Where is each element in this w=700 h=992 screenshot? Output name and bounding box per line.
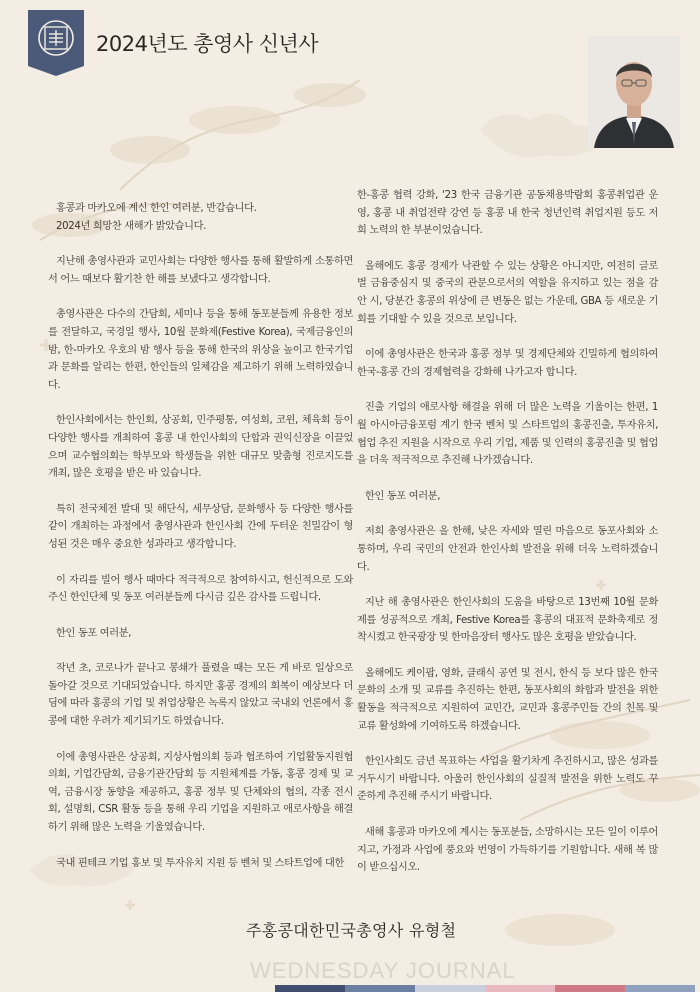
- body-paragraph: 국내 핀테크 기업 홍보 및 투자유치 지원 등 벤처 및 스타트업에 대한: [56, 857, 345, 869]
- color-swatch: [625, 985, 695, 992]
- color-swatch: [415, 985, 485, 992]
- body-paragraph: 특히 전국체전 발대 및 해단식, 세무상담, 문화행사 등 다양한 행사를 같이 개최하는 과정에서 총영사관과 한인사회 간에 두터운 친밀감이 형성된 것은 매우 중요한 성과라고 생각합니다.: [48, 503, 353, 550]
- body-paragraph: 지난 해 총영사관은 한인사회의 도움을 바탕으로 13번째 10월 문화제를 성공적으로 개최, Festive Korea를 홍콩의 대표적 문화축제로 정착시켰고 한국광장 및 한마음장터 행사도 많은 호평을 받았습니다.: [357, 597, 658, 644]
- body-paragraph: 작년 초, 코로나가 끝나고 봉쇄가 풀렸을 때는 모든 게 바로 일상으로 돌아갈 것으로 기대되었습니다. 하지만 홍콩 경제의 회복이 예상보다 더딤에 따라 홍콩의 기업 및 취업상황은 녹록지 않았고 국내외 언론에서 홍콩에 대한 우려가 제기되기도 하였습니다.: [48, 663, 353, 728]
- signature: 주홍콩대한민국총영사 유형철: [246, 921, 457, 940]
- emblem-icon: [28, 10, 84, 76]
- masthead-logo: WEDNESDAY JOURNAL: [250, 958, 516, 983]
- footer-color-bar: [275, 985, 695, 992]
- body-paragraph: 한인사회도 금년 목표하는 사업을 활기차게 추진하시고, 많은 성과를 거두시기 바랍니다. 아울러 한인사회의 실질적 발전을 위한 노력도 꾸준하게 추진해 주시기 바랍니다.: [357, 756, 658, 803]
- closing-paragraph: 새해 홍콩과 마카오에 계시는 동포분들, 소망하시는 모든 일이 이루어지고, 가정과 사업에 풍요와 번영이 가득하기를 기원합니다. 새해 복 많이 받으십시오.: [357, 827, 658, 874]
- body-paragraph: 진출 기업의 애로사항 해결을 위해 더 많은 노력을 기울이는 한편, 1월 아시아금융포럼 계기 한국 벤처 및 스타트업의 홍콩진출, 투자유치, 협업 추진 지원을 시작으로 우리 기업, 제품 및 인력의 홍콩진출 및 협업을 더욱 적극적으로 추진해 나가겠습니다.: [357, 402, 658, 467]
- body-paragraph: 올해에도 홍콩 경제가 낙관할 수 있는 상황은 아니지만, 여전히 글로벌 금융중심지 및 중국의 관문으로서의 역할을 유지하고 있는 점을 감안 시, 당분간 홍콩의 위상에 큰 변동은 없는 가운데, GBA 등 새로운 기회를 기대할 수 있을 것으로 보입니다.: [357, 260, 658, 325]
- letter-right-column: [357, 187, 658, 895]
- color-swatch: [555, 985, 625, 992]
- consul-general-portrait: [588, 36, 680, 148]
- body-paragraph: 올해에도 케이팝, 영화, 클래식 공연 및 전시, 한식 등 보다 많은 한국문화의 소개 및 교류를 추진하는 한편, 동포사회의 화합과 발전을 위한 활동을 적극적으로 지원하여 교민간, 교민과 홍콩주민들 간의 친목 및 교류 활성화에 기여하도록 하겠습니다.: [357, 667, 658, 732]
- greeting-line: 홍콩과 마카오에 계신 한인 여러분, 반갑습니다.: [56, 203, 257, 214]
- greeting-line: 2024년 희망찬 새해가 밝았습니다.: [56, 220, 206, 232]
- body-paragraph: 이 자리를 빌어 행사 때마다 적극적으로 참여하시고, 헌신적으로 도와주신 한인단체 및 동포 여러분들께 다시금 깊은 감사를 드립니다.: [48, 574, 353, 604]
- salutation: 한인 동포 여러분,: [365, 490, 441, 502]
- color-swatch: [485, 985, 555, 992]
- body-paragraph: 지난해 총영사관과 교민사회는 다양한 행사를 통해 활발하게 소통하면서 어느 때보다 활기찬 한 해를 보냈다고 생각합니다.: [48, 256, 353, 285]
- color-swatch: [275, 985, 345, 992]
- body-paragraph: 저희 총영사관은 올 한해, 낮은 자세와 열린 마음으로 동포사회와 소통하며, 우리 국민의 안전과 한인사회 발전을 위해 더욱 노력하겠습니다.: [357, 526, 658, 573]
- body-paragraph: 이에 총영사관은 상공회, 지상사협의회 등과 협조하여 기업활동지원협의회, 기업간담회, 금융기관간담회 등 지원체계를 가동, 홍콩 경제 및 교역, 금융시장 동향을 제공하고, 홍콩 정부 및 단체와의 협의, 각종 전시회, 설명회, CSR 활동 등을 통해 우리 기업을 지원하고 애로사항을 해결하기 위해 많은 노력을 기울였습니다.: [48, 751, 353, 834]
- color-swatch: [345, 985, 415, 992]
- page-title: 2024년도 총영사 신년사: [96, 32, 319, 56]
- salutation: 한인 동포 여러분,: [56, 627, 132, 639]
- body-paragraph: 이에 총영사관은 한국과 홍콩 정부 및 경제단체와 긴밀하게 협의하여 한국-홍콩 간의 경제협력을 강화해 나가고자 합니다.: [357, 349, 658, 378]
- body-paragraph-continued: 한-홍콩 협력 강화, '23 한국 금융기관 공동채용박람회 홍콩취업관 운영, 홍콩 내 취업전략 강연 등 홍콩 내 한국 청년인력 취업지원 등도 저희 노력의 한 부분이었습니다.: [357, 190, 658, 237]
- body-paragraph: 한인사회에서는 한인회, 상공회, 민주평통, 여성회, 코윈, 체육회 등이 다양한 행사를 개최하여 홍콩 내 한인사회의 단합과 권익신장을 이끌었으며 교수협의회는 학부모와 학생들을 위한 대규모 맞춤형 진로지도를 개최, 많은 호평을 받은 바 있습니다.: [48, 415, 353, 480]
- letter-left-column: [48, 200, 353, 890]
- body-paragraph: 총영사관은 다수의 간담회, 세미나 등을 통해 동포분들께 유용한 정보를 전달하고, 국경일 행사, 10월 문화제(Festive Korea), 국제금융인의 밤, 한-마카오 우호의 밤 행사 등을 통해 한국의 위상을 높이고 한국기업과 문화를 알리는 한편, 한인들의 일체감을 제고하기 위해 노력하였습니다.: [48, 309, 353, 391]
